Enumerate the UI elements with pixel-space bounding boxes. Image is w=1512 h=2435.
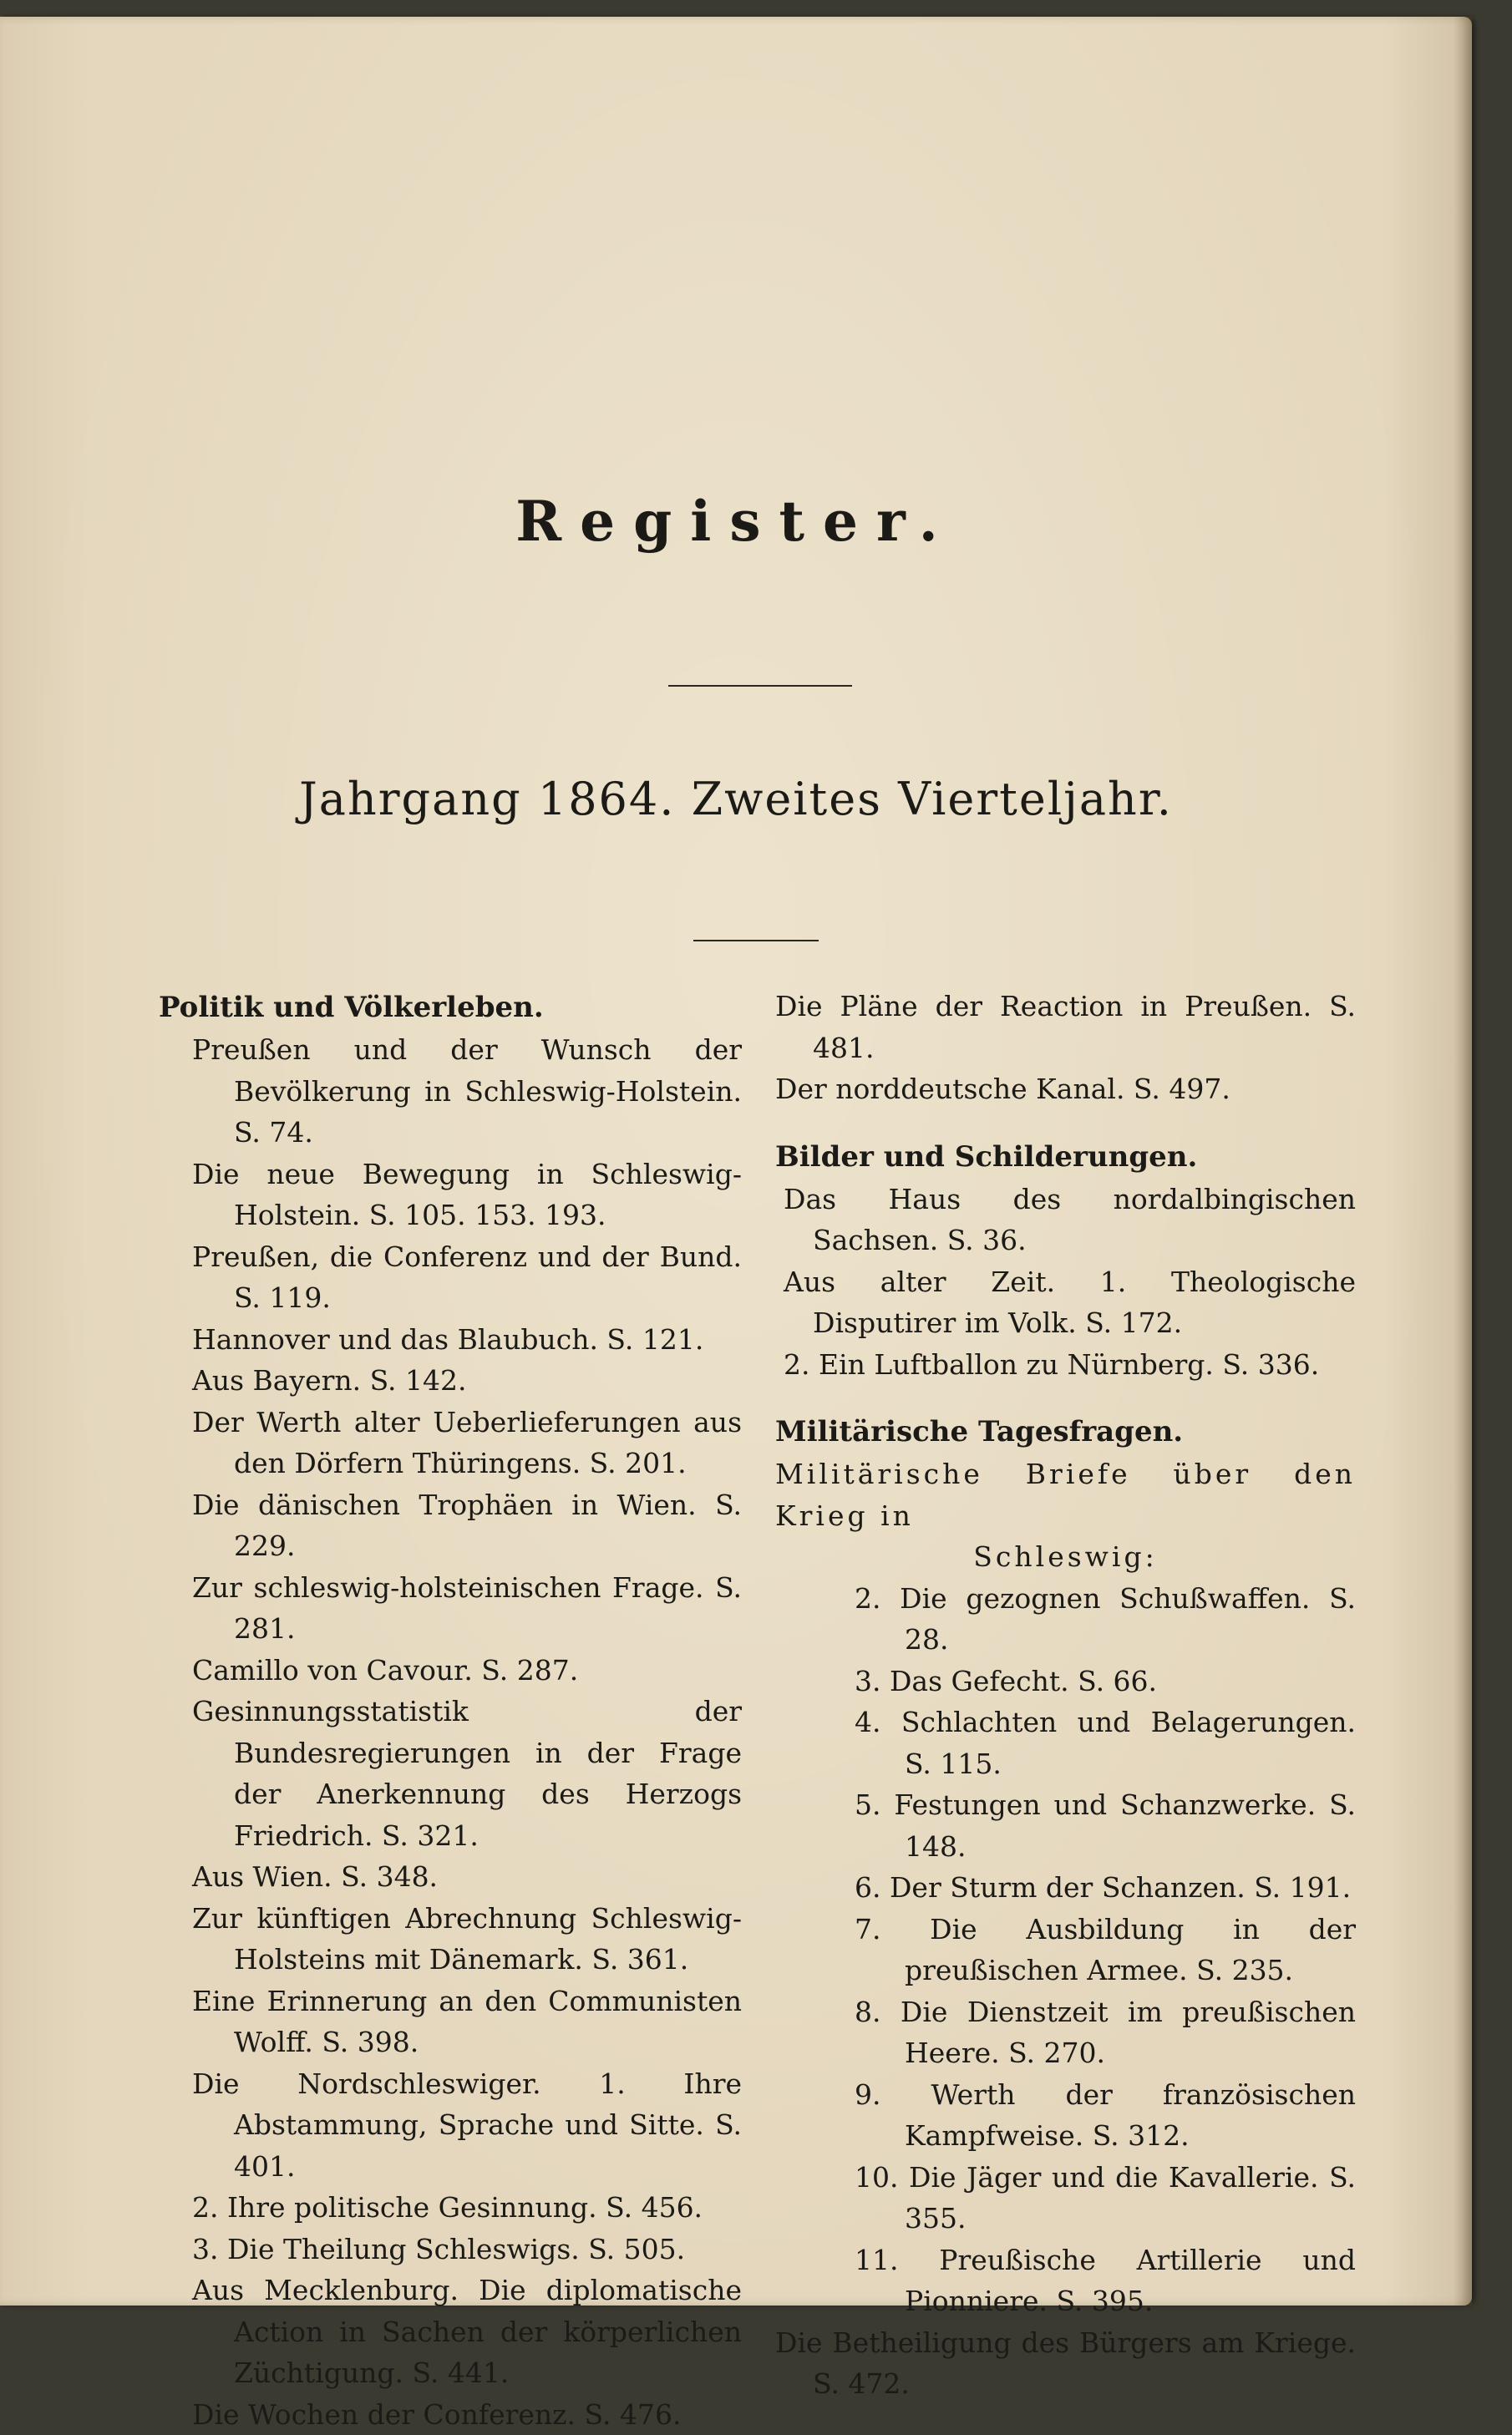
numbered-entry: 8. Die Dienstzeit im preußischen Heere. S. 270. [775, 1991, 1356, 2074]
book-page [0, 17, 1472, 2306]
index-entry: Aus alter Zeit. 1. Theologische Disputirer im Volk. S. 172. [775, 1261, 1356, 1344]
index-entry: Zur schleswig-holsteinischen Frage. S. 281. [159, 1567, 742, 1650]
numbered-entry: 2. Die gezognen Schußwaffen. S. 28. [775, 1578, 1356, 1661]
title-rule [668, 685, 852, 687]
numbered-entry: 10. Die Jäger und die Kavallerie. S. 355. [775, 2157, 1356, 2240]
left-column [159, 986, 742, 2435]
numbered-entry: 6. Der Sturm der Schanzen. S. 191. [775, 1867, 1356, 1909]
page-subtitle: Jahrgang 1864. Zweites Vierteljahr. [0, 773, 1472, 825]
index-entry: Eine Erinnerung an den Communisten Wolff. S. 398. [159, 1981, 742, 2063]
numbered-entry: 7. Die Ausbildung in der preußischen Armee. S. 235. [775, 1909, 1356, 1991]
numbered-entry: 4. Schlachten und Belagerungen. S. 115. [775, 1702, 1356, 1784]
section-heading-bilder: Bilder und Schilderungen. [775, 1135, 1356, 1179]
section-heading-militaer: Militärische Tagesfragen. [775, 1410, 1356, 1453]
index-entry: 2. Ein Luftballon zu Nürnberg. S. 336. [775, 1344, 1356, 1386]
index-entry: Aus Wien. S. 348. [159, 1856, 742, 1898]
numbered-entry: 3. Das Gefecht. S. 66. [775, 1661, 1356, 1702]
numbered-entry: 9. Werth der französischen Kampfweise. S. 312. [775, 2074, 1356, 2157]
subtitle-rule [693, 940, 819, 941]
index-entry: Die dänischen Trophäen in Wien. S. 229. [159, 1484, 742, 1567]
section-intro: Militärische Briefe über den Krieg in [775, 1453, 1356, 1536]
index-entry: 2. Ihre politische Gesinnung. S. 456. [159, 2187, 742, 2229]
index-entry: Preußen, die Conferenz und der Bund. S. 119. [159, 1236, 742, 1319]
index-entry: Zur künftigen Abrechnung Schleswig-Holsteins mit Dänemark. S. 361. [159, 1898, 742, 1981]
page-edge-shadow [1454, 17, 1472, 2306]
index-entry: Camillo von Cavour. S. 287. [159, 1650, 742, 1692]
page-title: Register. [0, 489, 1472, 554]
section-heading-politik: Politik und Völkerleben. [159, 986, 742, 1029]
numbered-entry: 11. Preußische Artillerie und Pionniere. S. 395. [775, 2240, 1356, 2322]
numbered-entry: 5. Festungen und Schanzwerke. S. 148. [775, 1784, 1356, 1867]
section-intro-cont: Schleswig: [775, 1536, 1356, 1578]
index-entry: Die neue Bewegung in Schleswig-Holstein. S. 105. 153. 193. [159, 1154, 742, 1236]
index-entry: Die Wochen der Conferenz. S. 476. [159, 2394, 742, 2435]
index-entry: Die Pläne der Reaction in Preußen. S. 481. [775, 986, 1356, 1068]
index-entry: Das Haus des nordalbingischen Sachsen. S. 36. [775, 1179, 1356, 1261]
index-entry: Der norddeutsche Kanal. S. 497. [775, 1068, 1356, 1110]
index-entry: Der Werth alter Ueberlieferungen aus den Dörfern Thüringens. S. 201. [159, 1402, 742, 1484]
index-entry: Gesinnungsstatistik der Bundesregierungen in der Frage der Anerkennung des Herzogs Friedrich. S. 321. [159, 1691, 742, 1856]
right-column [775, 986, 1356, 2405]
index-entry: Aus Bayern. S. 142. [159, 1360, 742, 1402]
index-entry: Hannover und das Blaubuch. S. 121. [159, 1319, 742, 1361]
index-entry: Preußen und der Wunsch der Bevölkerung in Schleswig-Holstein. S. 74. [159, 1029, 742, 1154]
index-entry: Die Betheiligung des Bürgers am Kriege. S. 472. [775, 2322, 1356, 2405]
index-entry: Die Nordschleswiger. 1. Ihre Abstammung, Sprache und Sitte. S. 401. [159, 2063, 742, 2188]
index-entry: Aus Mecklenburg. Die diplomatische Action in Sachen der körperlichen Züchtigung. S. 441. [159, 2270, 742, 2394]
index-entry: 3. Die Theilung Schleswigs. S. 505. [159, 2229, 742, 2270]
